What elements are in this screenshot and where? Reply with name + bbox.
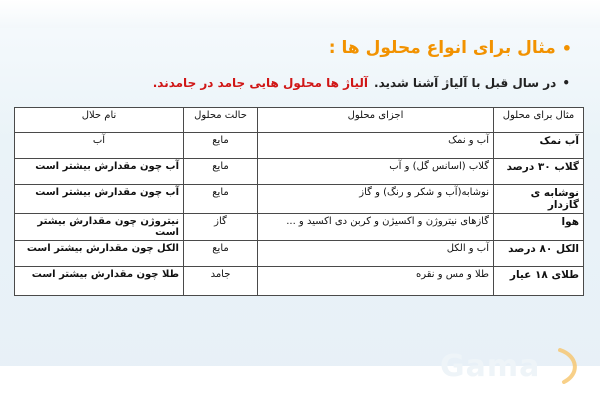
header-components: اجزای محلول	[258, 108, 494, 133]
header-solvent: نام حلال	[15, 108, 184, 133]
cell-state: گاز	[184, 214, 258, 241]
solutions-table	[14, 107, 584, 296]
top-band	[0, 0, 600, 28]
cell-state: مایع	[184, 185, 258, 214]
cell-components: آب و الکل	[258, 241, 494, 267]
cell-example: گلاب ۳۰ درصد	[494, 159, 584, 185]
subtitle-highlight: آلیاژ ها محلول هایی جامد در جامدند.	[152, 76, 369, 90]
header-example: مثال برای محلول	[494, 108, 584, 133]
cell-components: طلا و مس و نقره	[258, 267, 494, 296]
cell-solvent: آب	[15, 133, 184, 159]
cell-components: گلاب (اسانس گل) و آب	[258, 159, 494, 185]
table-row	[15, 159, 584, 185]
cell-solvent: الکل چون مقدارش بیشتر است	[15, 241, 184, 267]
slide-title-text: مثال برای انواع محلول ها :	[328, 38, 556, 58]
gama-logo: Gama	[440, 349, 541, 384]
cell-state: مایع	[184, 159, 258, 185]
cell-example: طلای ۱۸ عیار	[494, 267, 584, 296]
header-state: حالت محلول	[184, 108, 258, 133]
slide-title	[329, 38, 572, 58]
cell-example: الکل ۸۰ درصد	[494, 241, 584, 267]
table-header-row	[15, 108, 584, 133]
slide-subtitle	[153, 76, 570, 90]
cell-solvent: آب چون مقدارش بیشتر است	[15, 185, 184, 214]
cell-solvent: آب چون مقدارش بیشتر است	[15, 159, 184, 185]
cell-solvent: طلا چون مقدارش بیشتر است	[15, 267, 184, 296]
cell-example: آب نمک	[494, 133, 584, 159]
cell-components: گازهای نیتروژن و اکسیژن و کربن دی اکسید و ...	[258, 214, 494, 241]
table-row	[15, 133, 584, 159]
cell-example: نوشابه ی گازدار	[494, 185, 584, 214]
bullet-icon: •	[562, 76, 570, 90]
bullet-icon: •	[561, 38, 572, 58]
table-row	[15, 214, 584, 241]
subtitle-normal: در سال قبل با آلیاژ آشنا شدید.	[374, 76, 557, 90]
cell-components: نوشابه(آب و شکر و رنگ) و گاز	[258, 185, 494, 214]
cell-solvent: نیتروژن چون مقدارش بیشتر است	[15, 214, 184, 241]
cell-components: آب و نمک	[258, 133, 494, 159]
table-row	[15, 185, 584, 214]
cell-state: مایع	[184, 241, 258, 267]
cell-example: هوا	[494, 214, 584, 241]
table-row	[15, 267, 584, 296]
cell-state: مایع	[184, 133, 258, 159]
table-row	[15, 241, 584, 267]
cell-state: جامد	[184, 267, 258, 296]
